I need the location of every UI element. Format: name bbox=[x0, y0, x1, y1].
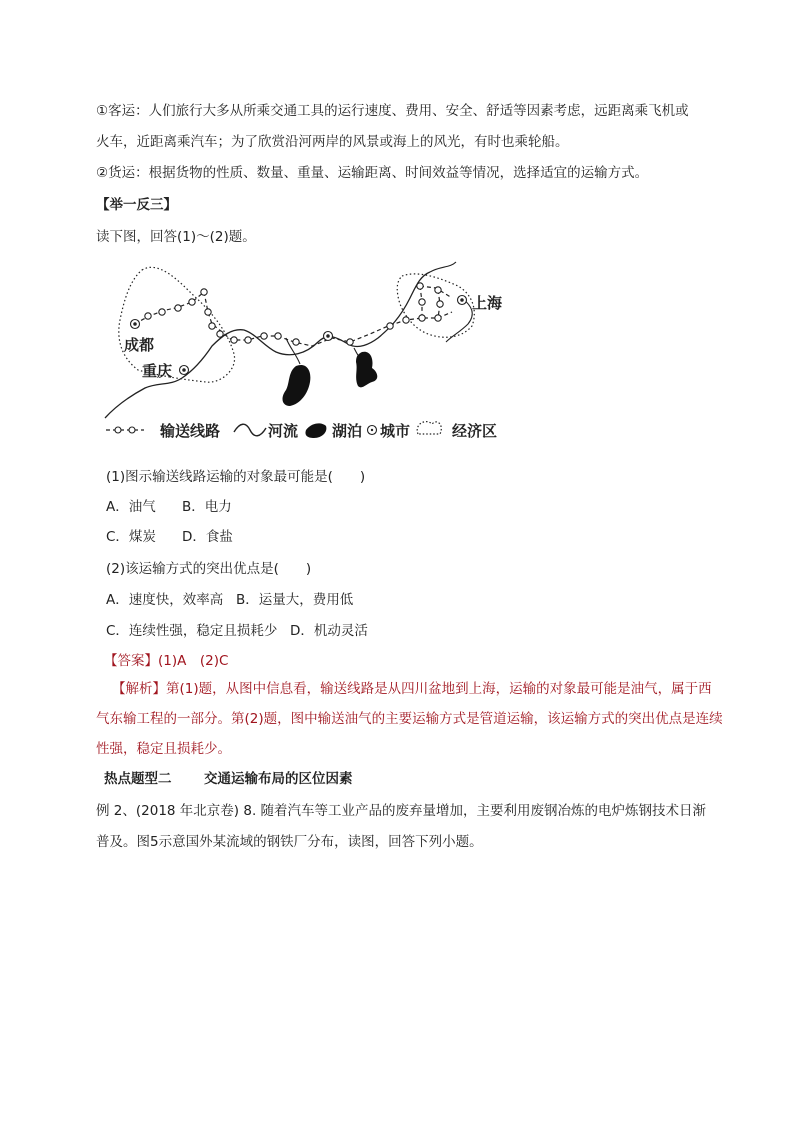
label-chongqing: 重庆 bbox=[142, 362, 173, 380]
section-heading: 【举一反三】 bbox=[96, 197, 177, 213]
pipeline-route bbox=[135, 286, 452, 346]
q2-option-a: A．速度快，效率高 bbox=[106, 592, 224, 608]
hot-topic-label: 热点题型二 bbox=[104, 771, 172, 787]
hot-topic-title: 交通运输布局的区位因素 bbox=[204, 771, 353, 787]
example2-line1: 例 2、(2018 年北京卷) 8. 随着汽车等工业产品的废弃量增加，主要利用废钢冶炼的电炉炼钢技术日渐 bbox=[96, 803, 707, 819]
legend bbox=[106, 422, 497, 440]
lake-poyang bbox=[356, 352, 377, 388]
para1-line1: ①客运：人们旅行大多从所乘交通工具的运行速度、费用、安全、舒适等因素考虑，远距离乘飞机或 bbox=[96, 103, 689, 119]
para2: ②货运：根据货物的性质、数量、重量、运输距离、时间效益等情况，选择适宜的运输方式。 bbox=[96, 165, 649, 181]
q2-option-b: B．运量大，费用低 bbox=[236, 592, 354, 608]
analysis-line2: 气东输工程的一部分。第(2)题，图中输送油气的主要运输方式是管道运输，该运输方式的突出优点是连续 bbox=[96, 711, 723, 727]
econ-zone-shanghai bbox=[397, 274, 474, 337]
pipeline-map bbox=[100, 258, 520, 448]
analysis-line3: 性强，稳定且损耗少。 bbox=[96, 741, 231, 757]
q1-option-d: D．食盐 bbox=[182, 529, 233, 545]
legend-city-label: 城市 bbox=[380, 422, 411, 440]
lake-dongting bbox=[283, 365, 311, 406]
answer: 【答案】(1)A (2)C bbox=[104, 653, 229, 669]
q2-option-c: C．连续性强，稳定且损耗少 bbox=[106, 623, 278, 639]
legend-lake-label: 湖泊 bbox=[332, 422, 363, 440]
example2-line2: 普及。图5示意国外某流域的钢铁厂分布，读图，回答下列小题。 bbox=[96, 834, 483, 850]
q2-option-d: D．机动灵活 bbox=[290, 623, 368, 639]
label-chengdu: 成都 bbox=[124, 336, 155, 354]
q1-option-c: C．煤炭 bbox=[106, 529, 156, 545]
para1-line2: 火车，近距离乘汽车；为了欣赏沿河两岸的风景或海上的风光，有时也乘轮船。 bbox=[96, 134, 569, 150]
legend-river-label: 河流 bbox=[268, 422, 299, 440]
q2-stem: (2)该运输方式的突出优点是( ) bbox=[106, 561, 312, 577]
legend-econ-zone-label: 经济区 bbox=[452, 422, 498, 440]
analysis-line1: 【解析】第(1)题，从图中信息看，输送线路是从四川盆地到上海，运输的对象最可能是油气，属于西 bbox=[112, 681, 712, 697]
q1-option-a: A．油气 bbox=[106, 499, 156, 515]
intro-text: 读下图，回答(1)～(2)题。 bbox=[96, 229, 256, 245]
q1-option-b: B．电力 bbox=[182, 499, 232, 515]
legend-route-label: 输送线路 bbox=[160, 422, 221, 440]
label-shanghai: 上海 bbox=[472, 294, 503, 312]
q1-stem: (1)图示输送线路运输的对象最可能是( ) bbox=[106, 469, 366, 485]
